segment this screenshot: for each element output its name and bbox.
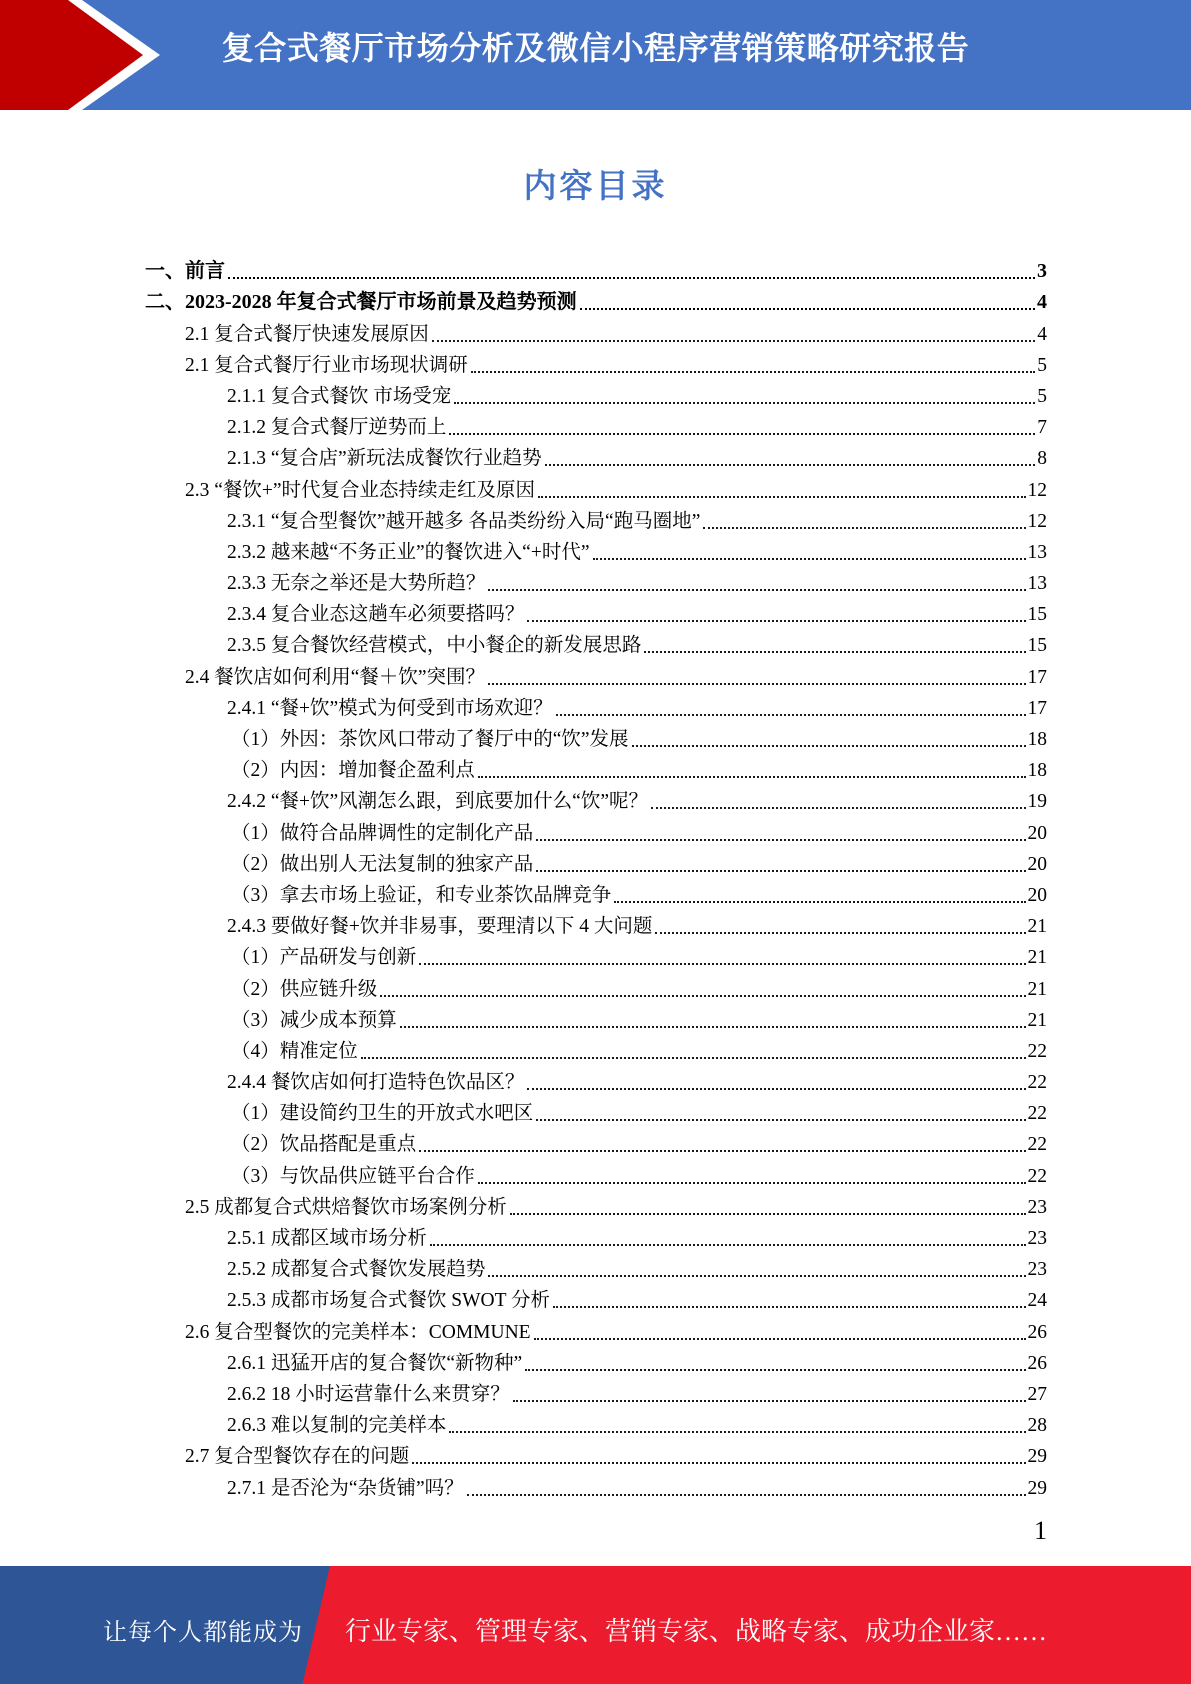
toc-entry-label: 2.3.4 复合业态这趟车必须要搭吗？ [227,604,525,626]
dot-leader [527,620,1025,622]
toc-entry[interactable] [145,627,1047,658]
dot-leader [655,932,1025,934]
toc-entry-label: （3）与饮品供应链平台合作 [231,1165,475,1187]
toc-entry[interactable] [145,347,1047,378]
toc-entry-label: 2.7 复合型餐饮存在的问题 [185,1446,410,1468]
toc-entry-page: 12 [1027,510,1047,532]
dot-leader [534,1338,1026,1340]
dot-leader [488,589,1025,591]
toc-entry-label: 二、2023-2028 年复合式餐厅市场前景及趋势预测 [145,291,577,314]
toc-entry-page: 5 [1037,354,1047,376]
toc-entry[interactable] [145,939,1047,970]
toc-entry-page: 27 [1027,1383,1047,1405]
toc-entry-page: 4 [1037,291,1047,314]
toc-entry[interactable] [145,721,1047,752]
toc-entry-page: 18 [1027,729,1047,750]
toc-entry-label: 2.4.4 餐饮店如何打造特色饮品区？ [227,1072,525,1094]
toc-entry[interactable] [145,658,1047,689]
dot-leader [538,496,1025,498]
header-banner [0,0,1191,110]
dot-leader [454,402,1035,404]
toc-entry[interactable] [145,1407,1047,1438]
toc-entry-page: 20 [1027,822,1047,844]
dot-leader [703,527,1025,529]
toc-entry-page: 4 [1037,323,1047,345]
toc-entry-page: 18 [1027,760,1047,782]
toc-entry-label: （2）饮品搭配是重点 [231,1134,417,1156]
dot-leader [545,464,1036,466]
toc-entry-page: 13 [1027,541,1047,563]
toc-entry-label: 2.6.2 18 小时运营靠什么来贯穿？ [227,1383,510,1405]
toc-entry-label: 2.6.3 难以复制的完美样本 [227,1415,447,1437]
dot-leader [467,1494,1026,1496]
toc-entry-label: 2.3.3 无奈之举还是大势所趋？ [227,573,486,595]
toc-entry[interactable] [145,1251,1047,1282]
toc-entry-page: 13 [1027,573,1047,595]
toc-entry[interactable] [145,1157,1047,1188]
toc-entry[interactable] [145,846,1047,877]
dot-leader [430,1244,1026,1246]
footer-slogan-left: 让每个人都能成为 [103,1620,303,1646]
dot-leader [478,1182,1026,1184]
toc-entry-page: 22 [1027,1165,1047,1187]
toc-entry-page: 22 [1027,1103,1047,1125]
dot-leader [449,433,1035,435]
toc-entry-page: 5 [1037,385,1047,407]
dot-leader [380,995,1025,997]
toc-entry[interactable] [145,315,1047,346]
toc-entry-label: 2.5 成都复合式烘焙餐饮市场案例分析 [185,1196,507,1218]
dot-leader [536,839,1025,841]
toc-entry-label: （1）做符合品牌调性的定制化产品 [231,822,534,844]
toc-entry[interactable] [145,1126,1047,1157]
dot-leader [556,714,1026,716]
toc-entry-label: 2.6 复合型餐饮的完美样本：COMMUNE [185,1321,531,1343]
toc-entry-page: 23 [1027,1259,1047,1281]
toc-entry-label: 2.1 复合式餐厅行业市场现状调研 [185,354,468,376]
toc-entry-label: 2.4.3 要做好餐+饮并非易事，要理清以下 4 大问题 [227,916,653,938]
toc-entry[interactable] [145,908,1047,939]
toc-entry-label: 2.7.1 是否沦为“杂货铺”吗？ [227,1477,464,1499]
toc-list [145,253,1047,1501]
toc-entry-label: 2.5.3 成都市场复合式餐饮 SWOT 分析 [227,1290,551,1312]
dot-leader [536,870,1025,872]
toc-entry[interactable] [145,1189,1047,1220]
toc-entry[interactable] [145,752,1047,783]
toc-entry[interactable] [145,1438,1047,1469]
toc-entry[interactable] [145,378,1047,409]
toc-entry[interactable] [145,970,1047,1001]
toc-entry-label: 2.4.1 “餐+饮”模式为何受到市场欢迎？ [227,697,553,719]
toc-entry-page: 7 [1037,417,1047,439]
toc-entry[interactable] [145,1095,1047,1126]
toc-entry-label: （1）建设简约卫生的开放式水吧区 [231,1103,534,1125]
toc-entry-label: 2.6.1 迅猛开店的复合餐饮“新物种” [227,1352,523,1374]
toc-entry-page: 29 [1027,1477,1047,1499]
dot-leader [593,558,1026,560]
toc-entry-label: 2.5.2 成都复合式餐饮发展趋势 [227,1259,486,1281]
toc-entry-page: 21 [1027,978,1047,1000]
dot-leader [432,340,1035,342]
toc-entry-page: 23 [1027,1228,1047,1249]
toc-entry-label: 2.3.2 越来越“不务正业”的餐饮进入“+时代” [227,541,590,563]
dot-leader [580,308,1035,310]
dot-leader [632,745,1026,747]
toc-entry-label: 2.4.2 “餐+饮”风潮怎么跟，到底要加什么“饮”呢？ [227,791,648,813]
toc-entry-label: 2.4 餐饮店如何利用“餐＋饮”突围？ [185,666,486,688]
dot-leader [400,1026,1026,1028]
dot-leader [553,1306,1025,1308]
toc-entry[interactable] [145,471,1047,502]
toc-entry[interactable] [145,1376,1047,1407]
toc-entry-label: 2.1.2 复合式餐厅逆势而上 [227,417,447,439]
toc-entry-page: 20 [1027,884,1047,906]
toc-entry[interactable] [145,565,1047,596]
dot-leader [644,651,1025,653]
dot-leader [527,1088,1025,1090]
toc-entry-page: 22 [1027,1040,1047,1062]
toc-entry-label: 一、前言 [145,260,225,283]
toc-entry-label: 2.1.3 “复合店”新玩法成餐饮行业趋势 [227,448,542,470]
dot-leader [419,1150,1025,1152]
toc-entry-label: 2.1 复合式餐厅快速发展原因 [185,323,429,345]
toc-entry[interactable] [145,877,1047,908]
toc-entry-label: （2）做出别人无法复制的独家产品 [231,853,534,875]
toc-entry[interactable] [145,1345,1047,1376]
toc-entry-page: 21 [1027,947,1047,969]
toc-entry-label: （2）内因：增加餐企盈利点 [231,760,475,782]
toc-entry-label: 2.3 “餐饮+”时代复合业态持续走红及原因 [185,479,536,501]
toc-entry-label: 2.1.1 复合式餐饮 市场受宠 [227,385,452,407]
toc-entry[interactable] [145,1064,1047,1095]
toc-entry-label: （4）精准定位 [231,1040,358,1062]
dot-leader [488,1275,1025,1277]
dot-leader [361,1057,1026,1059]
toc-entry[interactable] [145,783,1047,814]
toc-entry-page: 26 [1027,1321,1047,1343]
dot-leader [651,807,1026,809]
toc-entry-page: 24 [1027,1290,1047,1312]
footer-banner [0,1566,1191,1684]
toc-entry-label: （2）供应链升级 [231,978,378,1000]
toc-entry-page: 20 [1027,853,1047,875]
toc-entry-label: （3）减少成本预算 [231,1009,397,1031]
page-number: 1 [1034,1516,1047,1545]
dot-leader [488,683,1025,685]
dot-leader [614,901,1025,903]
toc-entry[interactable] [145,1033,1047,1064]
dot-leader [419,963,1025,965]
toc-entry-page: 22 [1027,1134,1047,1156]
toc-entry-page: 26 [1027,1352,1047,1374]
toc-entry[interactable] [145,503,1047,534]
toc-entry[interactable] [145,1282,1047,1313]
toc-entry-page: 21 [1027,1009,1047,1031]
toc-entry-label: （1）产品研发与创新 [231,947,417,969]
toc-entry[interactable] [145,1002,1047,1033]
toc-entry[interactable] [145,1220,1047,1251]
toc-entry-label: （1）外因：茶饮风口带动了餐厅中的“饮”发展 [231,729,629,750]
dot-leader [449,1431,1025,1433]
toc-entry[interactable] [145,690,1047,721]
toc-entry[interactable] [145,1313,1047,1344]
toc-entry[interactable] [145,409,1047,440]
toc-entry-page: 3 [1037,260,1047,283]
toc-entry[interactable] [145,253,1047,284]
toc-entry-label: （3）拿去市场上验证，和专业茶饮品牌竞争 [231,884,612,906]
toc-entry-page: 15 [1027,604,1047,626]
toc-entry-page: 23 [1027,1196,1047,1218]
dot-leader [536,1119,1025,1121]
toc-entry-page: 8 [1037,448,1047,470]
report-title: 复合式餐厅市场分析及微信小程序营销策略研究报告 [221,30,970,66]
toc-entry-page: 21 [1027,916,1047,938]
dot-leader [510,1213,1026,1215]
toc-entry-page: 17 [1027,697,1047,719]
toc-entry-page: 12 [1027,479,1047,501]
toc-entry-page: 17 [1027,666,1047,688]
dot-leader [412,1462,1025,1464]
toc-entry-page: 15 [1027,635,1047,657]
dot-leader [525,1369,1025,1371]
footer-slogan-right: 行业专家、管理专家、营销专家、战略专家、成功企业家…… [345,1617,1048,1646]
toc-entry-page: 28 [1027,1415,1047,1437]
toc-entry[interactable] [145,284,1047,315]
toc-entry[interactable] [145,1469,1047,1500]
toc-entry[interactable] [145,596,1047,627]
toc-entry[interactable] [145,534,1047,565]
dot-leader [478,776,1026,778]
dot-leader [513,1400,1026,1402]
toc-entry-page: 29 [1027,1446,1047,1468]
toc-entry-page: 19 [1027,791,1047,813]
toc-entry-label: 2.3.1 “复合型餐饮”越开越多 各品类纷纷入局“跑马圈地” [227,510,701,532]
toc-entry[interactable] [145,814,1047,845]
toc-heading: 内容目录 [523,169,668,205]
dot-leader [228,277,1035,279]
toc-entry-label: 2.3.5 复合餐饮经营模式，中小餐企的新发展思路 [227,635,642,657]
toc-entry-page: 22 [1027,1072,1047,1094]
toc-entry-label: 2.5.1 成都区域市场分析 [227,1228,427,1249]
toc-entry[interactable] [145,440,1047,471]
dot-leader [471,371,1035,373]
